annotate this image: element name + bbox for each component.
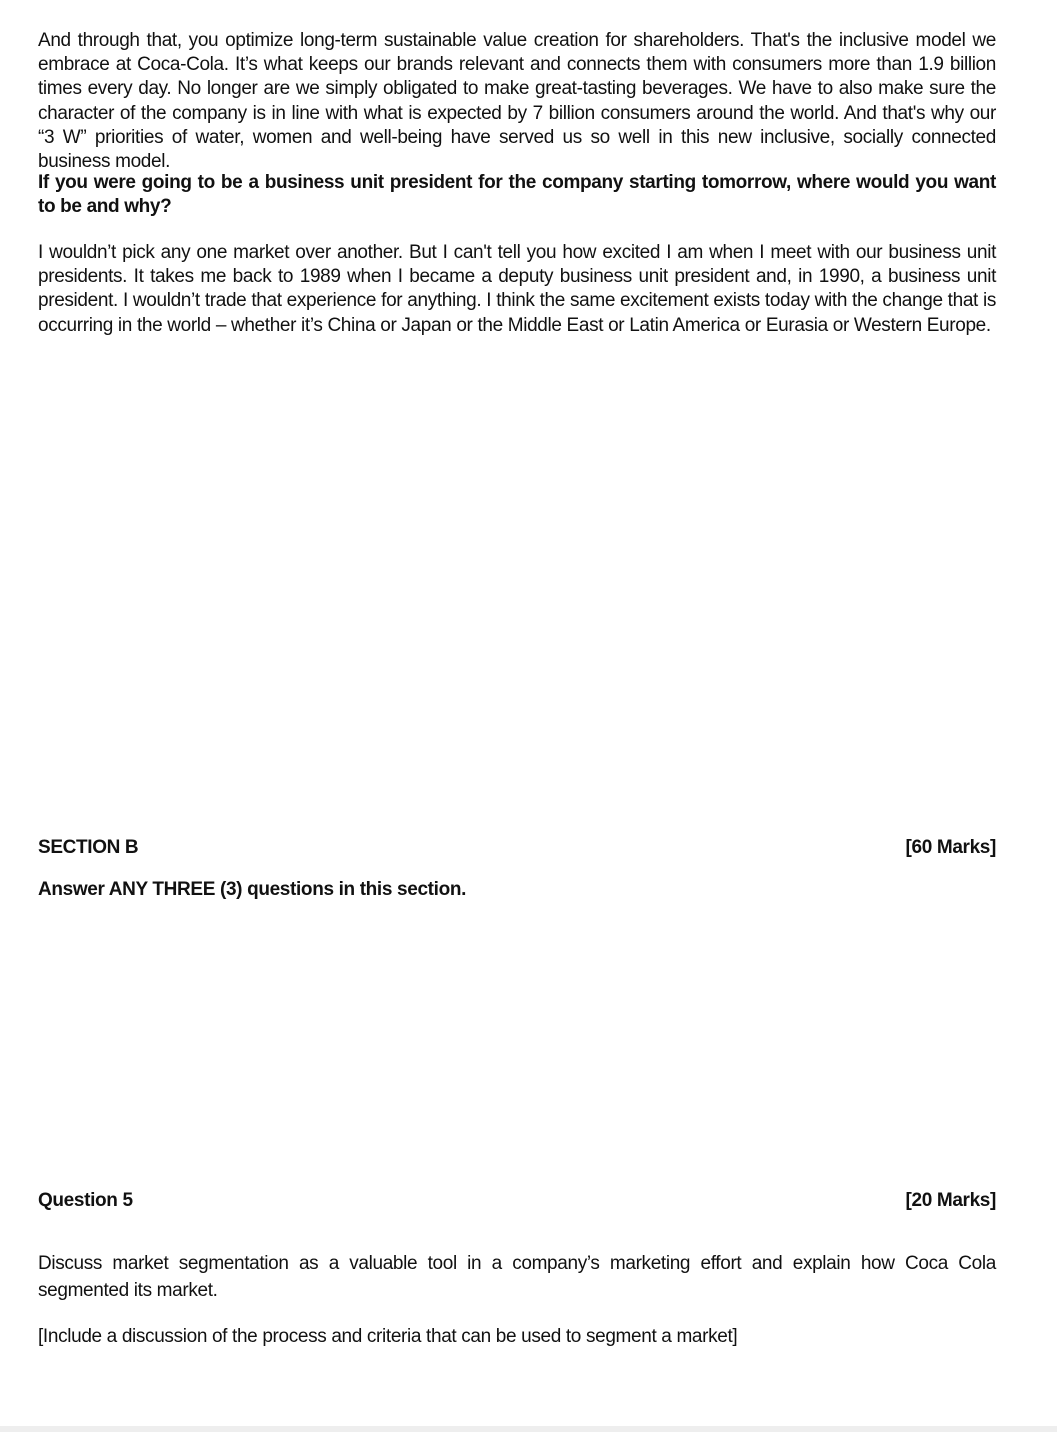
question-5-prompt: Discuss market segmentation as a valuable tool in a company’s marketing effort and explain how Coca Cola segmented its market. (38, 1253, 996, 1301)
page-bottom-edge (0, 1426, 1057, 1432)
section-b-instruction: Answer ANY THREE (3) questions in this section. (38, 879, 467, 900)
interview-question: If you were going to be a business unit president for the company starting tomorrow, where would you want to be and why? (38, 172, 996, 218)
interview-answer: I wouldn’t pick any one market over another. But I can't tell you how excited I am when I meet with our business unit presidents. It takes me back to 1989 when I became a deputy business unit president and, in 1990, a business unit president. I wouldn’t trade that experience for anything. I think the same excitement exists today with the change that is occurring in the world – whether it’s China or Japan or the Middle East or Latin America or Eurasia or Western Europe. (38, 242, 996, 336)
question-5-header (38, 1189, 996, 1213)
question-5-title: Question 5 (38, 1190, 133, 1211)
question-5-note: [Include a discussion of the process and criteria that can be used to segment a market] (38, 1326, 738, 1347)
interview-paragraph: And through that, you optimize long-term sustainable value creation for shareholders. That's the inclusive model we embrace at Coca-Cola. It’s what keeps our brands relevant and connects them with consumers more than 1.9 billion times every day. No longer are we simply obligated to make great-tasting beverages. We have to also make sure the character of the company is in line with what is expected by 7 billion consumers around the world. And that's why our “3 W” priorities of water, women and well-being have served us so well in this new inclusive, socially connected business model. (38, 30, 996, 173)
question-5-marks: [20 Marks] (905, 1190, 996, 1211)
section-b-marks: [60 Marks] (905, 837, 996, 858)
section-b-header (38, 836, 996, 860)
section-b-title: SECTION B (38, 837, 139, 858)
